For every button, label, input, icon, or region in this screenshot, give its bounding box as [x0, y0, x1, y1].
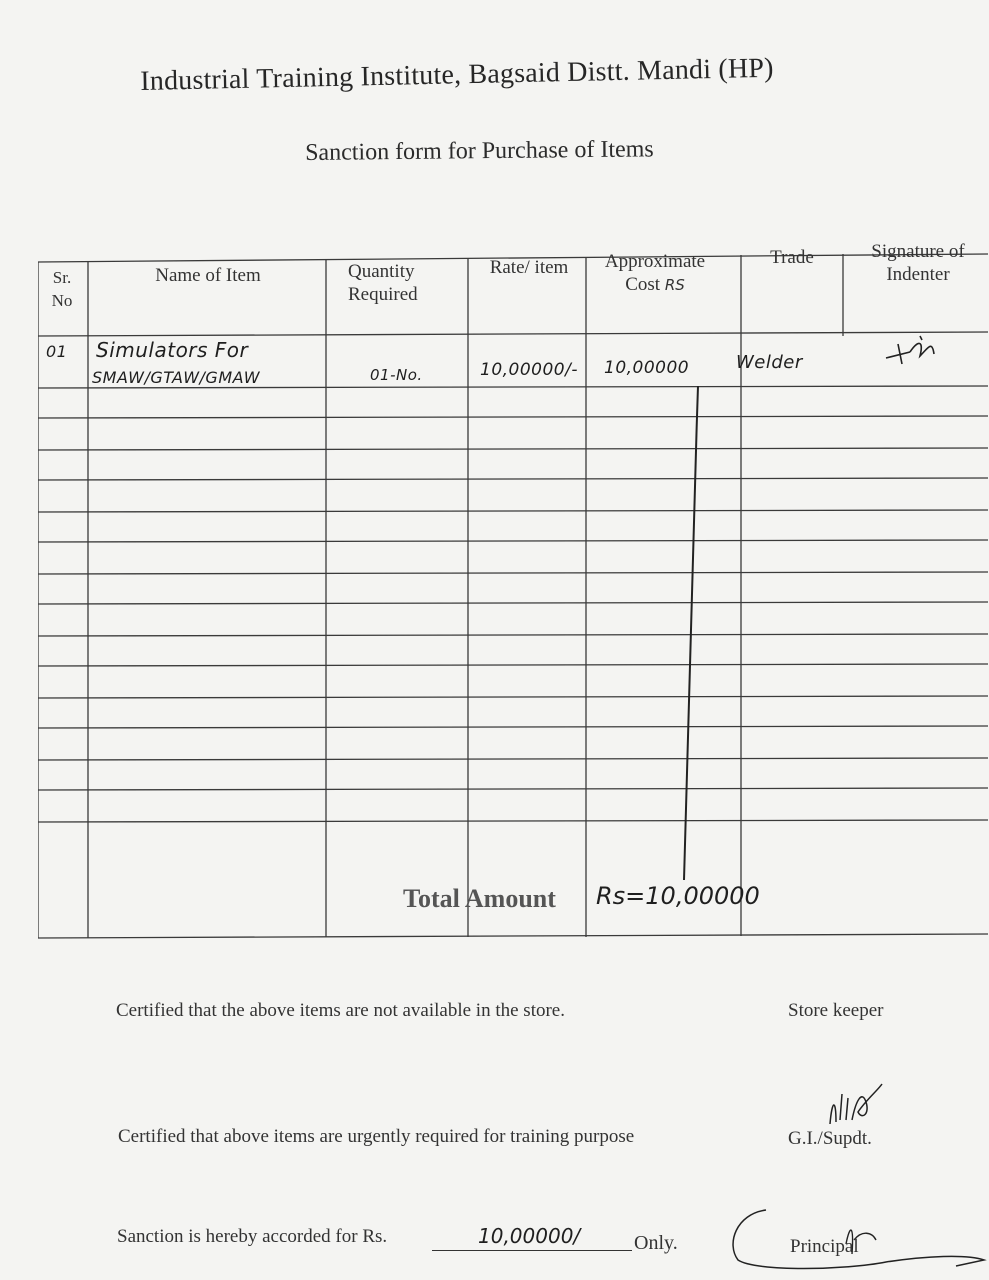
row-quantity: 01-No.	[370, 366, 423, 384]
sanction-prefix: Sanction is hereby accorded for Rs.	[117, 1226, 388, 1247]
col-header-cost-label: Approximate Cost	[604, 251, 706, 295]
institute-title: Industrial Training Institute, Bagsaid Distt. Mandi (HP)	[140, 52, 774, 97]
sanction-amount: 10,00000/	[478, 1224, 581, 1248]
sanction-amount-blank	[432, 1250, 632, 1251]
principal-label: Principal	[790, 1236, 859, 1257]
col-header-cost	[590, 250, 720, 297]
rupee-symbol-handwritten: RS	[664, 276, 685, 294]
col-header-sr-no: Sr. No	[51, 268, 73, 310]
sanction-suffix: Only.	[634, 1232, 678, 1254]
col-header-trade: Trade	[770, 247, 814, 268]
col-header-rate: Rate/ item	[489, 257, 569, 278]
row-sr-no: 01	[46, 342, 68, 361]
col-header-quantity: Quantity Required	[348, 261, 418, 305]
row-trade: Welder	[736, 352, 803, 373]
total-amount-value: Rs=10,00000	[596, 882, 760, 910]
row-cost: 10,00000	[604, 358, 690, 378]
col-header-signature: Signature of Indenter	[871, 241, 965, 285]
col-header-name: Name of Item	[155, 265, 261, 286]
training-certification: Certified that above items are urgently required for training purpose	[118, 1126, 635, 1147]
store-certification: Certified that the above items are not available in the store.	[116, 1000, 565, 1021]
row-item-name-line2: SMAW/GTAW/GMAW	[92, 368, 261, 387]
store-keeper-label: Store keeper	[788, 1000, 884, 1021]
indenter-signature	[880, 330, 950, 370]
row-rate: 10,00000/-	[480, 360, 578, 380]
supdt-signature	[822, 1080, 892, 1130]
gi-supdt-label: G.I./Supdt.	[788, 1128, 872, 1149]
form-subtitle: Sanction form for Purchase of Items	[305, 136, 654, 166]
total-amount-label: Total Amount	[403, 884, 556, 913]
row-item-name-line1: Simulators For	[96, 338, 249, 362]
